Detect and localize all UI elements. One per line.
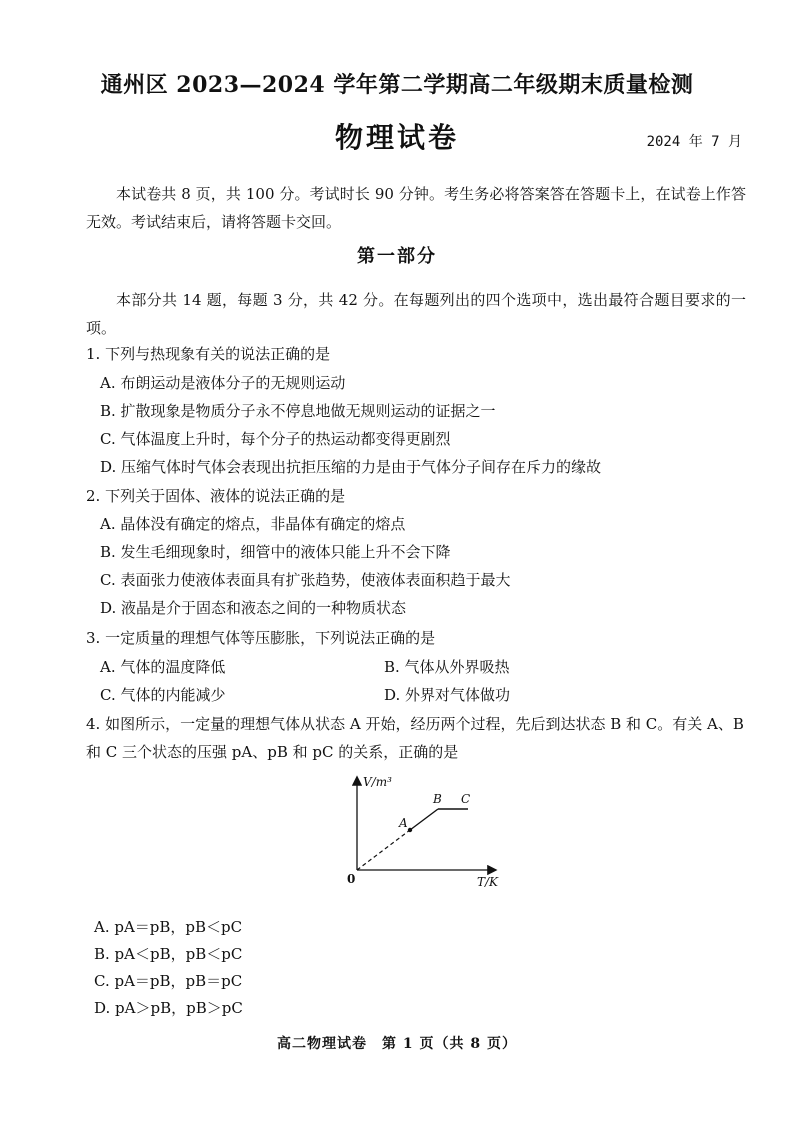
point-b-label: B — [433, 792, 442, 806]
option-1c: C. 气体温度上升时，每个分子的热运动都变得更剧烈 — [100, 430, 451, 448]
point-a — [408, 828, 412, 832]
vt-graph — [335, 772, 505, 892]
page-footer: 高二物理试卷 第 1 页（共 8 页） — [277, 1036, 517, 1052]
option-3b: B. 气体从外界吸热 — [384, 658, 510, 676]
point-a-label: A — [399, 816, 408, 830]
option-4b: B. pA＜pB，pB＜pC — [94, 945, 243, 963]
exam-instructions: 本试卷共 8 页，共 100 分。考试时长 90 分钟。考生务必将答案答在答题卡上，在试卷上作答无效。考试结束后，请将答题卡交回。 — [86, 185, 746, 231]
question-1 — [86, 340, 746, 368]
question-stem: 4. 如图所示，一定量的理想气体从状态 A 开始，经历两个过程，先后到达状态 B 和 C。有关 A、B 和 C 三个状态的压强 pA、pB 和 pC 的关系，正确的是 — [86, 715, 744, 761]
option-4d: D. pA＞pB，pB＞pC — [94, 999, 243, 1017]
option-3d: D. 外界对气体做功 — [384, 686, 511, 704]
question-3 — [86, 624, 746, 652]
option-3a: A. 气体的温度降低 — [100, 658, 226, 676]
section-instructions: 本部分共 14 题，每题 3 分，共 42 分。在每题列出的四个选项中，选出最符合题目要求的一项。 — [86, 291, 746, 337]
subject-title: 物理试卷 — [334, 121, 459, 154]
option-1a: A. 布朗运动是液体分子的无规则运动 — [100, 374, 346, 392]
x-axis-label: T/K — [477, 875, 499, 889]
question-stem: 3. 一定质量的理想气体等压膨胀，下列说法正确的是 — [86, 629, 436, 647]
y-axis-label: V/m³ — [363, 775, 392, 789]
question-stem: 2. 下列关于固体、液体的说法正确的是 — [86, 487, 346, 505]
section-title: 第一部分 — [357, 246, 437, 267]
question-stem: 1. 下列与热现象有关的说法正确的是 — [86, 345, 331, 363]
process-a-to-b — [410, 809, 438, 830]
question-2 — [86, 482, 746, 510]
option-2c: C. 表面张力使液体表面具有扩张趋势，使液体表面积趋于最大 — [100, 571, 511, 589]
point-c-label: C — [461, 792, 471, 806]
option-4c: C. pA＝pB，pB＝pC — [94, 972, 243, 990]
exam-date: 2024 年 7 月 — [646, 134, 742, 150]
option-2a: A. 晶体没有确定的熔点，非晶体有确定的熔点 — [100, 515, 406, 533]
exam-title: 通州区 2023—2024 学年第二学期高二年级期末质量检测 — [100, 72, 694, 98]
option-4a: A. pA＝pB，pB＜pC — [94, 918, 243, 936]
origin-label: 0 — [347, 872, 356, 886]
question-4 — [86, 710, 746, 766]
option-3c: C. 气体的内能减少 — [100, 686, 226, 704]
extrapolation-line — [357, 830, 410, 870]
option-2d: D. 液晶是介于固态和液态之间的一种物质状态 — [100, 599, 407, 617]
option-1b: B. 扩散现象是物质分子永不停息地做无规则运动的证据之一 — [100, 402, 496, 420]
option-1d: D. 压缩气体时气体会表现出抗拒压缩的力是由于气体分子间存在斥力的缘故 — [100, 458, 602, 476]
option-2b: B. 发生毛细现象时，细管中的液体只能上升不会下降 — [100, 543, 451, 561]
